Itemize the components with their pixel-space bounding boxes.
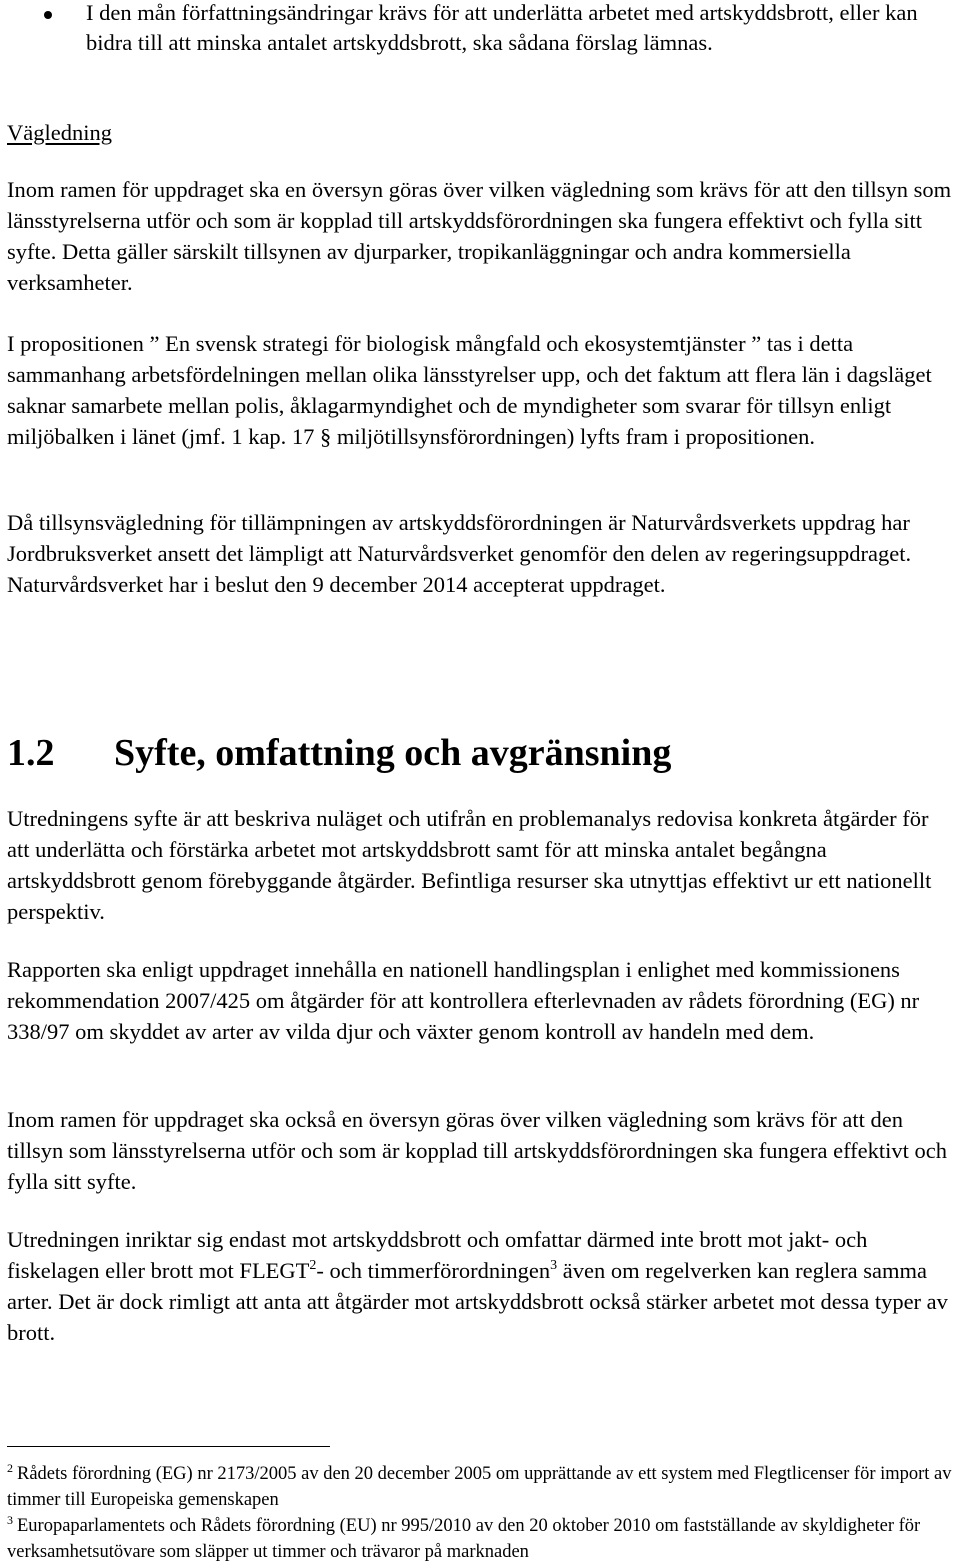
footnote-reference-3[interactable]: 3 (550, 1258, 558, 1273)
paragraph-vagledning-3: Då tillsynsvägledning för tillämpningen av artskyddsförordningen är Naturvårdsverkets uppdrag har Jordbruksverket ansett det lämpligt att Naturvårdsverket genomför den delen av regeringsuppdraget. Naturvårdsverket har i beslut den 9 december 2014 accepterat uppdraget. (7, 510, 912, 597)
paragraph-syfte-1: Utredningens syfte är att beskriva nuläget och utifrån en problemanalys redovisa konkreta åtgärder för att underlätta och förstärka arbetet mot artskyddsbrott samt för att minska antalet begångna artskyddsbrott genom förebyggande åtgärder. Befintliga resurser ska utnyttjas effektivt ur ett nationellt perspektiv. (7, 806, 932, 924)
footnote-2-text: Rådets förordning (EG) nr 2173/2005 av den 20 december 2005 om upprättande av ett system med Flegtlicenser för import av timmer till Europeiska gemenskapen (7, 1464, 952, 1510)
footnote-3-number: 3 (7, 1513, 13, 1527)
footnote-separator (7, 1446, 330, 1447)
footnote-3-text: Europaparlamentets och Rådets förordning (EU) nr 995/2010 av den 20 oktober 2010 om fastställande av skyldigheter för verksamhetsutövare som släpper ut timmer och trävaror på marknaden (7, 1516, 921, 1562)
section-heading (7, 727, 671, 779)
paragraph-vagledning-1: Inom ramen för uppdraget ska en översyn göras över vilken vägledning som krävs för att den tillsyn som länsstyrelserna utför och som är kopplad till artskyddsförordningen ska fungera effektivt och fylla sitt syfte. Detta gäller särskilt tillsynen av djurparker, tropikanläggningar och andra kommersiella verksamheter. (7, 177, 952, 295)
bullet-dot-icon (44, 11, 52, 19)
paragraph-syfte-4-text-a: Utredningen inriktar sig endast mot artskyddsbrott och omfattar därmed inte brott mot jakt- och fiskelagen eller brott mot FLEGT (7, 1227, 868, 1283)
paragraph-syfte-3: Inom ramen för uppdraget ska också en översyn göras över vilken vägledning som krävs för att den tillsyn som länsstyrelserna utför och som är kopplad till artskyddsförordningen ska fungera effektivt och fylla sitt syfte. (7, 1107, 948, 1194)
subheading-vagledning: Vägledning (7, 120, 112, 145)
bullet-item: I den mån författningsändringar krävs för att underlätta arbetet med artskyddsbrott, eller kan bidra till att minska antalet artskyddsbrott, ska sådana förslag lämnas. (86, 0, 918, 55)
paragraph-syfte-4-text-b: - och timmerförordningen (316, 1258, 551, 1283)
paragraph-syfte-2: Rapporten ska enligt uppdraget innehålla en nationell handlingsplan i enlighet med kommissionens rekommendation 2007/425 om åtgärder för att kontrollera efterlevnaden av rådets förordning (EG) nr 338/97 om skyddet av arter av vilda djur och växter genom kontroll av handeln med dem. (7, 957, 920, 1044)
section-number: 1.2 (7, 732, 55, 774)
footnote-reference-2[interactable]: 2 (309, 1258, 317, 1273)
paragraph-vagledning-2: I propositionen ” En svensk strategi för biologisk mångfald och ekosystemtjänster ” tas i detta sammanhang arbetsfördelningen mellan olika länsstyrelser upp, och det faktum att flera län i dagsläget saknar samarbete mellan polis, åklagarmyndighet och de myndigheter som svarar för tillsyn enligt miljöbalken i länet (jmf. 1 kap. 17 § miljötillsynsförordningen) lyfts fram i propositionen. (7, 331, 932, 449)
footnote-3 (7, 1513, 955, 1565)
footnote-2-number: 2 (7, 1461, 13, 1475)
section-title: Syfte, omfattning och avgränsning (114, 732, 672, 774)
paragraph-syfte-4-text-c: även om regelverken kan reglera samma arter. Det är dock rimligt att anta att åtgärder mot artskyddsbrott också stärker arbetet mot dessa typer av brott. (7, 1258, 948, 1345)
footnote-2 (7, 1461, 955, 1513)
paragraph-syfte-4 (7, 1224, 955, 1348)
